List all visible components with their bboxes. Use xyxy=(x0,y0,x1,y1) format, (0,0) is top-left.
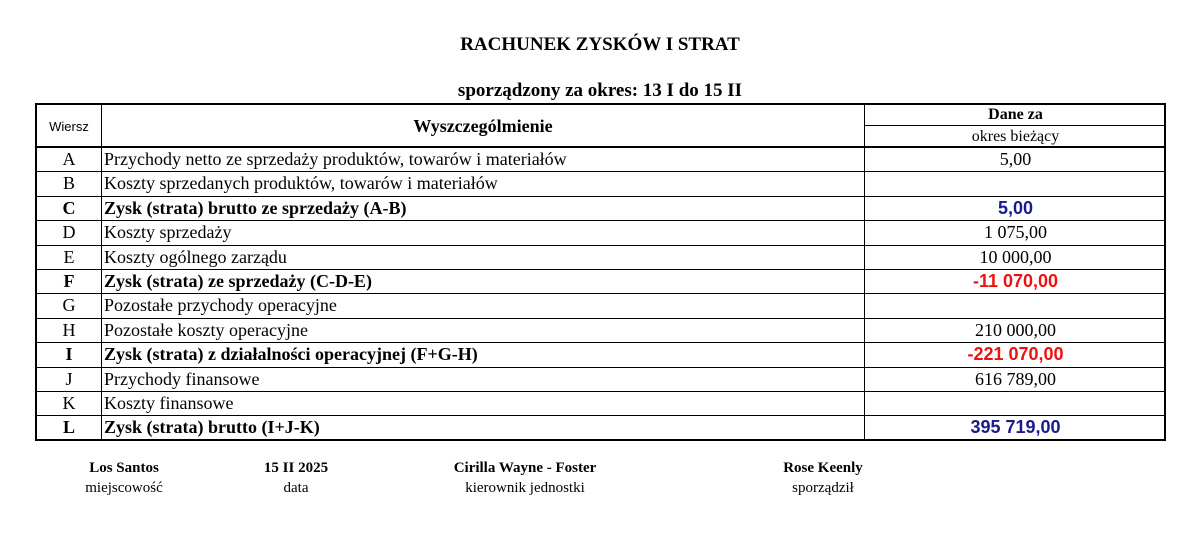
row-value xyxy=(865,391,1166,415)
prepared-by-caption: sporządził xyxy=(792,480,854,496)
table-row xyxy=(37,318,1164,342)
row-label: Koszty sprzedaży xyxy=(104,222,232,243)
row-label: Koszty sprzedanych produktów, towarów i materiałów xyxy=(104,173,498,194)
row-label: Zysk (strata) brutto (I+J-K) xyxy=(104,417,320,438)
place-value: Los Santos xyxy=(89,460,159,476)
table-row xyxy=(37,147,1164,171)
row-value: 5,00 xyxy=(999,149,1032,169)
header-row-number: Wiersz xyxy=(49,118,89,134)
signature-manager xyxy=(420,460,630,497)
date-caption: data xyxy=(283,480,309,496)
signature-date xyxy=(236,460,356,497)
row-value: 10 000,00 xyxy=(979,246,1052,267)
manager-name: Cirilla Wayne - Foster xyxy=(453,460,597,476)
row-code: F xyxy=(63,271,75,291)
row-code: A xyxy=(62,149,76,169)
row-code: E xyxy=(63,246,75,267)
row-label: Zysk (strata) z działalności operacyjnej (F+G-H) xyxy=(104,344,478,365)
row-code: D xyxy=(62,222,76,243)
table-row xyxy=(37,171,1164,195)
row-label: Pozostałe koszty operacyjne xyxy=(104,319,308,340)
row-code: G xyxy=(62,295,76,316)
row-value: 5,00 xyxy=(997,197,1034,218)
prepared-by-name: Rose Keenly xyxy=(783,460,863,476)
table-row xyxy=(37,342,1164,366)
row-value xyxy=(865,171,1166,195)
profit-loss-table xyxy=(35,103,1166,441)
row-value: 395 719,00 xyxy=(970,417,1061,438)
table-row xyxy=(37,269,1164,293)
row-label: Zysk (strata) brutto ze sprzedaży (A-B) xyxy=(104,197,407,218)
row-code: C xyxy=(62,197,76,218)
signature-place xyxy=(64,460,184,497)
table-row xyxy=(37,415,1164,439)
table-row xyxy=(37,245,1164,269)
row-value: -11 070,00 xyxy=(972,271,1059,291)
row-value xyxy=(865,293,1166,317)
period-label: sporządzony za okres: 13 I do 15 II xyxy=(457,80,743,101)
table-row xyxy=(37,391,1164,415)
header-current-period: okres bieżący xyxy=(971,128,1060,145)
table-row xyxy=(37,220,1164,244)
row-value: -221 070,00 xyxy=(967,344,1064,365)
table-row xyxy=(37,196,1164,220)
row-code: L xyxy=(62,417,75,438)
row-code: B xyxy=(62,173,75,194)
table-row xyxy=(37,367,1164,391)
row-label: Koszty ogólnego zarządu xyxy=(104,246,287,267)
row-label: Zysk (strata) ze sprzedaży (C-D-E) xyxy=(104,271,372,291)
row-value: 1 075,00 xyxy=(984,222,1047,243)
row-value: 210 000,00 xyxy=(975,319,1056,340)
header-data-for: Dane za xyxy=(988,106,1043,123)
table-row xyxy=(37,293,1164,317)
header-description: Wyszczególmienie xyxy=(413,115,553,136)
place-caption: miejscowość xyxy=(85,480,163,496)
row-label: Pozostałe przychody operacyjne xyxy=(104,295,337,316)
row-code: K xyxy=(62,393,76,413)
row-label: Przychody netto ze sprzedaży produktów, towarów i materiałów xyxy=(104,149,567,169)
row-label: Koszty finansowe xyxy=(104,393,234,413)
row-value: 616 789,00 xyxy=(975,368,1056,389)
row-code: H xyxy=(62,319,76,340)
row-code: I xyxy=(65,344,73,365)
manager-caption: kierownik jednostki xyxy=(465,480,585,496)
date-value: 15 II 2025 xyxy=(263,460,329,476)
document-title: RACHUNEK ZYSKÓW I STRAT xyxy=(460,34,740,55)
row-code: J xyxy=(65,368,73,389)
row-label: Przychody finansowe xyxy=(104,368,260,389)
signature-prepared-by xyxy=(758,460,888,497)
